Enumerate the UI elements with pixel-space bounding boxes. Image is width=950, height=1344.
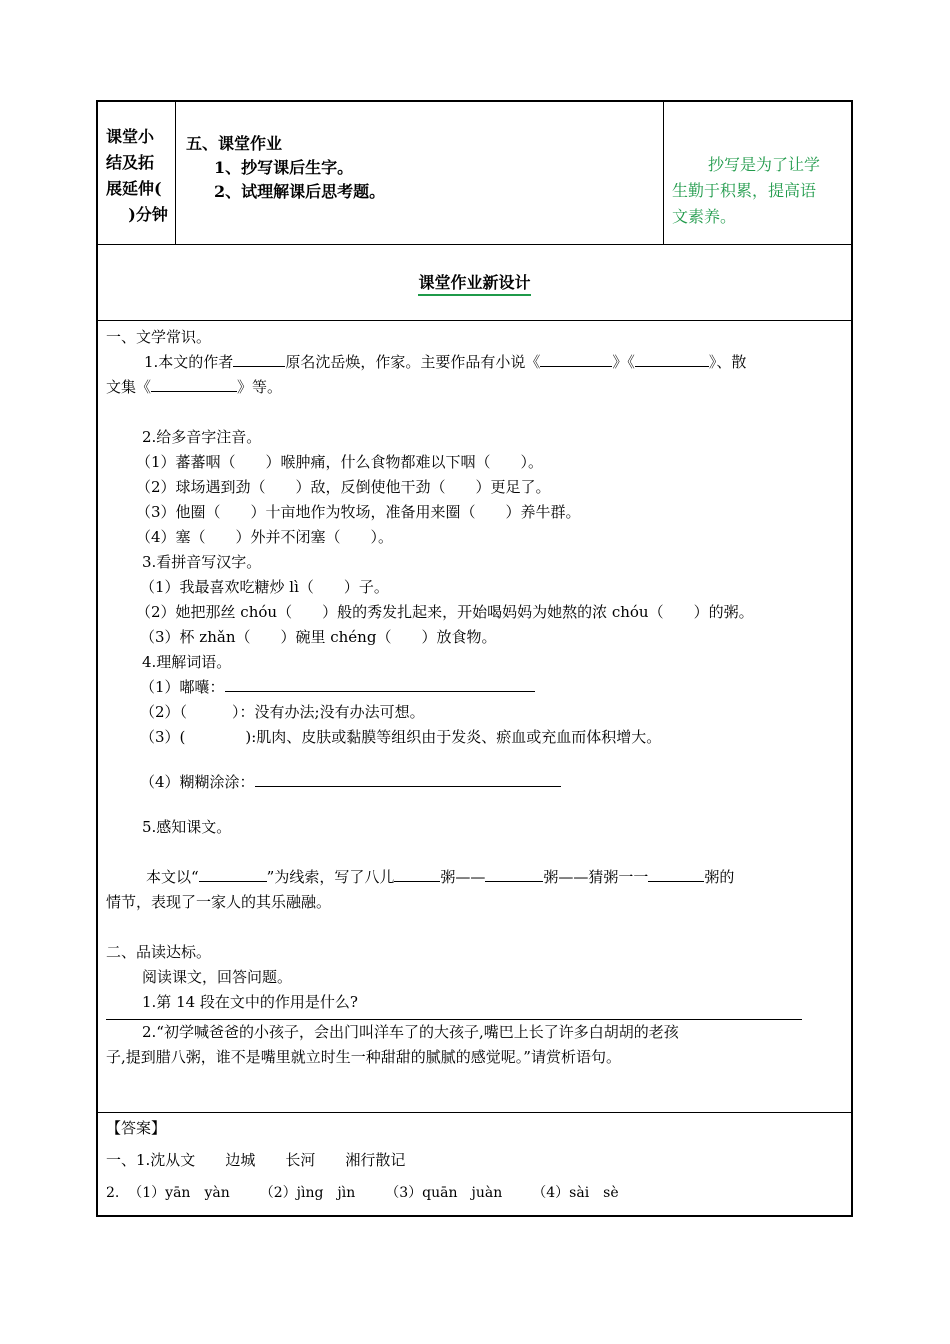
text: 文集《	[106, 378, 152, 396]
homework-item: 1、抄写课后生字。	[214, 158, 354, 177]
homework-item: 2、试理解课后思考题。	[214, 182, 386, 201]
summary-row	[98, 102, 851, 245]
exercise-body	[98, 321, 851, 1113]
homework-cell	[176, 102, 664, 244]
answer-line-2	[106, 1177, 851, 1209]
question-line: 情节，表现了一家人的其乐融融。	[106, 893, 332, 911]
text: 2.	[106, 1185, 120, 1201]
blank-line	[635, 350, 709, 367]
question-line: （4）塞（ ）外并不闭塞（ ）。	[136, 528, 394, 546]
text: 一、1.沈从文	[106, 1151, 196, 1169]
section-heading: 一、文学常识。	[106, 328, 212, 346]
text: 》《	[612, 353, 635, 371]
question-heading: 3.看拼音写汉字。	[142, 553, 262, 571]
question-line: （1）蕃蕃咽（ ）喉肿痛，什么食物都难以下咽（ ）。	[136, 453, 544, 471]
answer-item: （2）jìng jìn	[259, 1185, 356, 1201]
design-title: 课堂作业新设计	[418, 270, 530, 296]
blank-line	[199, 865, 267, 882]
question-line: （3）( ):肌肉、皮肤或黏膜等组织由于发炎、瘀血或充血而体积增大。	[140, 728, 662, 746]
question-line	[106, 375, 851, 400]
question-line	[106, 675, 851, 700]
text: 》等。	[237, 378, 283, 396]
text: ”为线索，写了八儿	[266, 868, 395, 886]
design-title-row	[98, 245, 851, 321]
question-line	[106, 350, 851, 375]
section-intro: 阅读课文，回答问题。	[142, 968, 293, 986]
question-line	[106, 770, 851, 795]
text: 本文以“	[146, 868, 199, 886]
question-heading: 2.给多音字注音。	[142, 428, 262, 446]
text: 粥的	[704, 868, 735, 886]
question-line: 2.“初学喊爸爸的小孩子，会出门叫洋车了的大孩子,嘴巴上长了许多白胡胡的老孩	[142, 1023, 679, 1041]
text: （1）嘟囔：	[140, 678, 225, 696]
question-line: 1.第 14 段在文中的作用是什么?	[142, 993, 358, 1011]
answer-item: 湘行散记	[345, 1151, 406, 1169]
note-line: 文素养。	[672, 207, 737, 226]
summary-label-cell	[98, 102, 176, 244]
blank-line	[485, 865, 543, 882]
question-line	[106, 865, 851, 890]
text: （4）糊糊涂涂：	[140, 773, 255, 791]
blank-line	[394, 865, 440, 882]
answer-item: （1）yān yàn	[128, 1185, 230, 1201]
question-line: （2）她把那丝 chóu（ ）般的秀发扎起来，开始喝妈妈为她熬的浓 chóu（ ）的粥。	[136, 603, 754, 621]
blank-line	[255, 770, 561, 787]
answer-item: （4）sài sè	[532, 1185, 619, 1201]
question-heading: 4.理解词语。	[142, 653, 232, 671]
summary-label-line: 结及拓	[106, 153, 155, 172]
text: 》、散	[708, 353, 747, 371]
question-line: （2）球场遇到劲（ ）敌，反倒使他干劲（ ）更足了。	[136, 478, 551, 496]
blank-line	[648, 865, 704, 882]
answer-line-1	[106, 1141, 851, 1177]
text: 1.本文的作者	[144, 353, 234, 371]
summary-label-line: 课堂小	[106, 127, 155, 146]
blank-line	[151, 375, 237, 392]
answer-item: 边城	[225, 1151, 256, 1169]
answer-item: （3）quān juàn	[385, 1185, 503, 1201]
design-note-cell	[664, 102, 851, 244]
note-line: 生勤于积累，提高语	[672, 181, 817, 200]
answers-section	[98, 1113, 851, 1215]
text: 粥——	[440, 868, 486, 886]
answers-heading: 【答案】	[106, 1119, 167, 1137]
question-line: （1）我最喜欢吃糖炒 lì（ ）子。	[140, 578, 389, 596]
blank-line	[540, 350, 612, 367]
summary-label-line: 展延伸(	[106, 179, 162, 198]
blank-line	[225, 675, 535, 692]
answer-item: 长河	[285, 1151, 316, 1169]
summary-label-line: )分钟	[106, 205, 168, 224]
question-line: （3）他圈（ ）十亩地作为牧场，准备用来圈（ ）养牛群。	[136, 503, 581, 521]
blank-line	[233, 350, 285, 367]
text: 原名沈岳焕，作家。主要作品有小说《	[285, 353, 541, 371]
homework-heading: 五、课堂作业	[186, 134, 283, 153]
lesson-table	[96, 100, 853, 1217]
note-line: 抄写是为了让学	[708, 155, 821, 174]
text: 粥——猜粥一一	[543, 868, 649, 886]
question-line: 子,提到腊八粥，谁不是嘴里就立时生一种甜甜的腻腻的感觉呢。”请赏析语句。	[106, 1048, 621, 1066]
question-heading: 5.感知课文。	[142, 818, 232, 836]
question-line: （3）杯 zhǎn（ ）碗里 chéng（ ）放食物。	[140, 628, 497, 646]
question-line: （2）（ ）：没有办法;没有办法可想。	[140, 703, 425, 721]
section-heading: 二、品读达标。	[106, 943, 212, 961]
